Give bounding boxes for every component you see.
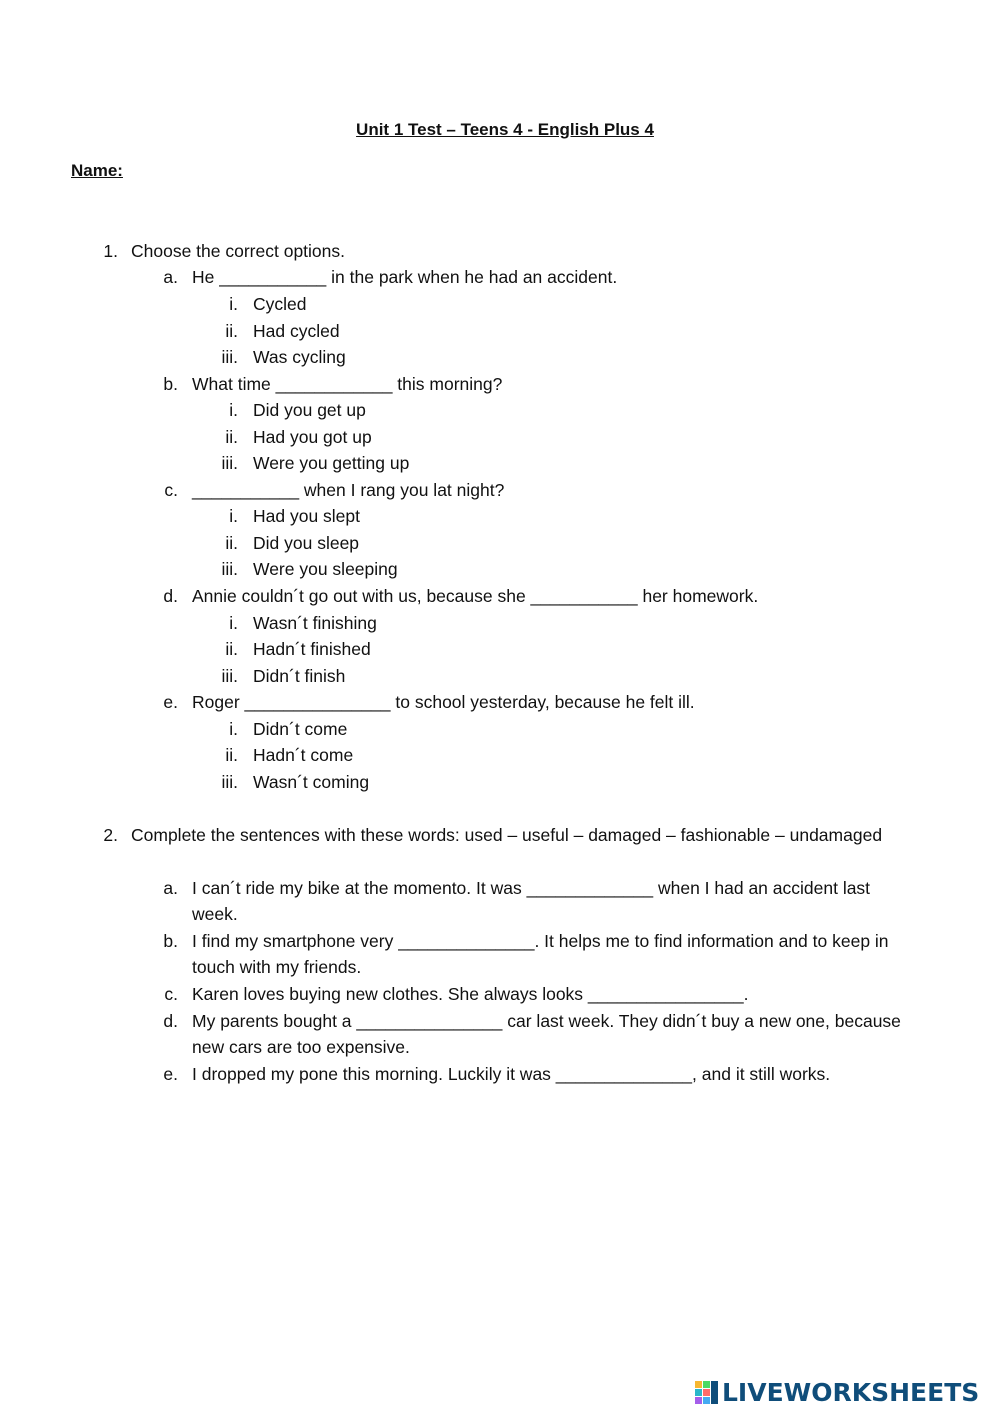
name-label: Name: bbox=[71, 161, 123, 180]
option-text: Hadn´t come bbox=[253, 745, 354, 765]
option-text: Were you getting up bbox=[253, 453, 410, 473]
item-sentence: ___________ when I rang you lat night? bbox=[192, 480, 505, 500]
item-sentence-continued: week. bbox=[192, 904, 238, 924]
question-number: 1. bbox=[103, 241, 118, 261]
option-text: Was cycling bbox=[253, 347, 346, 367]
option-text: Didn´t come bbox=[253, 719, 348, 739]
item-letter: a. bbox=[163, 878, 178, 898]
option-text: Didn´t finish bbox=[253, 666, 346, 686]
option-text: Wasn´t coming bbox=[253, 772, 370, 792]
liveworksheets-logo-icon bbox=[695, 1381, 719, 1405]
option-numeral: i. bbox=[229, 719, 238, 739]
question-number: 2. bbox=[103, 825, 118, 845]
option-text: Did you sleep bbox=[253, 533, 360, 553]
option-numeral: ii. bbox=[225, 639, 238, 659]
item-letter: e. bbox=[163, 1064, 178, 1084]
item-letter: b. bbox=[163, 374, 178, 394]
item-sentence: Annie couldn´t go out with us, because she ___________ her homework. bbox=[192, 586, 759, 606]
item-sentence: I can´t ride my bike at the momento. It was _____________ when I had an accident last bbox=[192, 878, 871, 898]
item-letter: c. bbox=[164, 480, 178, 500]
option-numeral: i. bbox=[229, 400, 238, 420]
item-sentence: I dropped my pone this morning. Luckily it was ______________, and it still works. bbox=[192, 1064, 831, 1084]
item-sentence-continued: touch with my friends. bbox=[192, 957, 362, 977]
item-letter: e. bbox=[163, 692, 178, 712]
option-text: Had you slept bbox=[253, 506, 361, 526]
option-numeral: ii. bbox=[225, 745, 238, 765]
brand-name: LIVEWORKSHEETS bbox=[722, 1378, 980, 1407]
item-sentence: What time ____________ this morning? bbox=[192, 374, 503, 394]
option-text: Wasn´t finishing bbox=[253, 613, 377, 633]
item-letter: d. bbox=[163, 1011, 178, 1031]
item-letter: d. bbox=[163, 586, 178, 606]
option-numeral: i. bbox=[229, 613, 238, 633]
liveworksheets-branding[interactable] bbox=[695, 1378, 979, 1407]
item-sentence: He ___________ in the park when he had an accident. bbox=[192, 267, 618, 287]
option-numeral: iii. bbox=[221, 772, 238, 792]
item-letter: c. bbox=[164, 984, 178, 1004]
item-sentence: Karen loves buying new clothes. She always looks ________________. bbox=[192, 984, 749, 1004]
option-numeral: ii. bbox=[225, 427, 238, 447]
question-prompt: Complete the sentences with these words: used – useful – damaged – fashionable – undamaged bbox=[131, 825, 883, 845]
option-numeral: iii. bbox=[221, 666, 238, 686]
option-numeral: i. bbox=[229, 506, 238, 526]
item-sentence: Roger _______________ to school yesterday, because he felt ill. bbox=[192, 692, 695, 712]
option-text: Had cycled bbox=[253, 321, 340, 341]
item-letter: b. bbox=[163, 931, 178, 951]
option-numeral: ii. bbox=[225, 321, 238, 341]
option-numeral: iii. bbox=[221, 559, 238, 579]
item-sentence: My parents bought a _______________ car last week. They didn´t buy a new one, because bbox=[192, 1011, 901, 1031]
option-text: Were you sleeping bbox=[253, 559, 398, 579]
option-numeral: i. bbox=[229, 294, 238, 314]
item-letter: a. bbox=[163, 267, 178, 287]
question-prompt: Choose the correct options. bbox=[131, 241, 346, 261]
item-sentence: I find my smartphone very ______________. It helps me to find information and to keep in bbox=[192, 931, 889, 951]
option-numeral: iii. bbox=[221, 453, 238, 473]
item-sentence-continued: new cars are too expensive. bbox=[192, 1037, 410, 1057]
option-text: Had you got up bbox=[253, 427, 372, 447]
option-text: Did you get up bbox=[253, 400, 366, 420]
option-numeral: ii. bbox=[225, 533, 238, 553]
worksheet-title: Unit 1 Test – Teens 4 - English Plus 4 bbox=[356, 120, 654, 139]
option-text: Hadn´t finished bbox=[253, 639, 371, 659]
option-text: Cycled bbox=[253, 294, 307, 314]
option-numeral: iii. bbox=[221, 347, 238, 367]
